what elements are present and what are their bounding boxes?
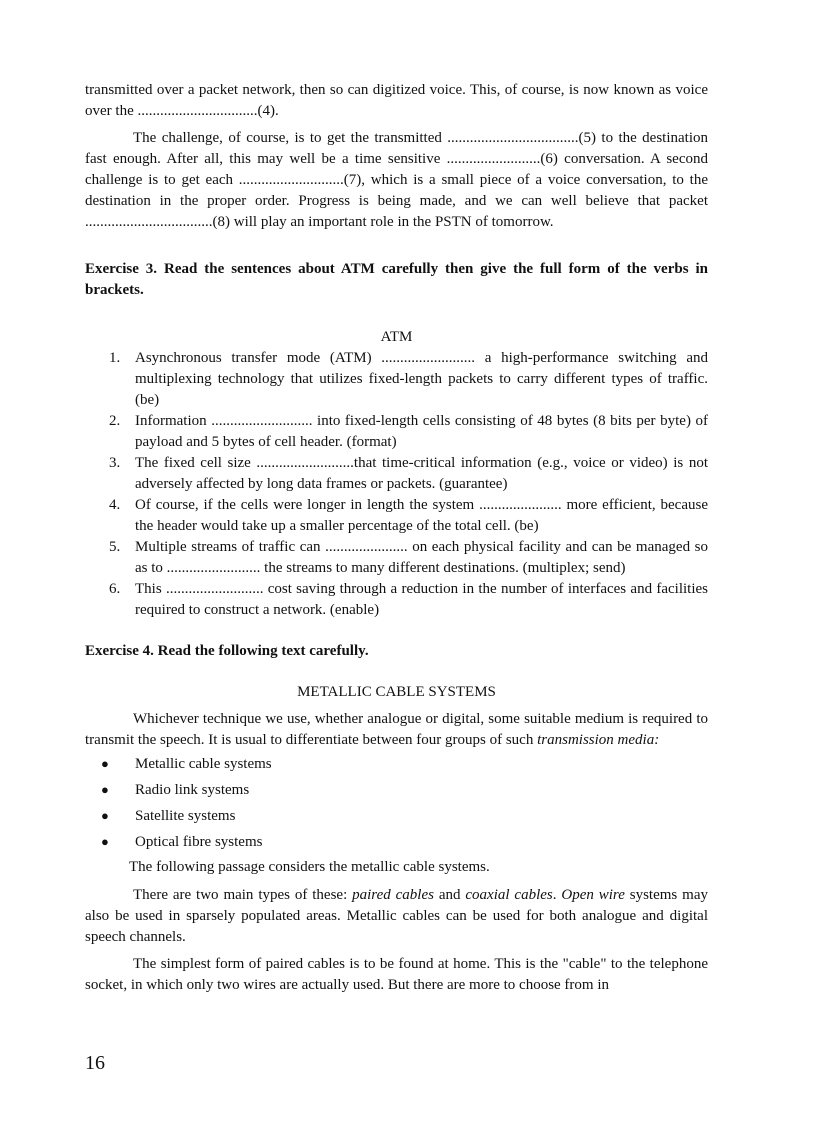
passage-intro: The following passage considers the metallic cable systems.	[129, 859, 490, 875]
list-item	[85, 495, 708, 537]
list-item-text: The fixed cell size ..........................that time-critical information (e.g., voice or video) is not adversely affected by long data frames or packets. (guarantee)	[135, 455, 708, 492]
list-item-text: Metallic cable systems	[135, 756, 272, 772]
atm-list	[85, 348, 708, 621]
text-run: and	[433, 887, 466, 903]
text-run: systems may also be used in sparsely populated areas. Metallic cables can be used for both analogue and digital speech channels.	[85, 887, 708, 945]
list-item-text: Radio link systems	[135, 782, 250, 798]
list-item	[85, 829, 708, 855]
list-item	[85, 348, 708, 411]
list-item	[85, 803, 708, 829]
list-item-text: Information ........................... into fixed-length cells consisting of 48 bytes (8 bits per byte) of payload and 5 bytes of cell header. (format)	[135, 413, 708, 450]
intro-text: Whichever technique we use, whether analogue or digital, some suitable medium is required to transmit the speech. It is usual to differentiate between four groups of such	[85, 711, 708, 748]
bullet-icon: ●	[101, 782, 109, 797]
bullet-icon: ●	[101, 834, 109, 849]
list-item-number: 5.	[109, 539, 121, 555]
list-item	[85, 537, 708, 579]
media-bullet-list	[85, 751, 708, 855]
term-open-wire: Open wire	[561, 887, 625, 903]
list-item	[85, 751, 708, 777]
bullet-icon: ●	[101, 756, 109, 771]
list-item-number: 6.	[109, 581, 121, 597]
text-run: .	[552, 887, 562, 903]
paragraph-transmission-media	[85, 709, 708, 751]
list-item-number: 1.	[109, 350, 121, 366]
paragraph-simplest-form: The simplest form of paired cables is to be found at home. This is the "cable" to the telephone socket, in which only two wires are actually used. But there are more to choose from in	[85, 956, 708, 993]
term-coaxial-cables: coaxial cables	[465, 887, 553, 903]
page-number: 16	[85, 1052, 105, 1074]
bullet-icon: ●	[101, 808, 109, 823]
paragraph-challenge: The challenge, of course, is to get the transmitted ...................................(5) to the destination fast enough. After all, this may well be a time sensitive .........................(6) conversation. A second challenge is to get each ............................(7), which is a small piece of a voice conversation, to the destination in the proper order. Progress is being made, and we can well believe that packet ..................................(8) will play an important role in the PSTN of tomorrow.	[85, 130, 708, 230]
list-item	[85, 777, 708, 803]
list-item-text: Optical fibre systems	[135, 834, 263, 850]
list-item-number: 2.	[109, 413, 121, 429]
paragraph-cable-types	[85, 885, 708, 948]
list-item-number: 4.	[109, 497, 121, 513]
term-paired-cables: paired cables	[352, 887, 434, 903]
exercise-3-heading: Exercise 3. Read the sentences about ATM carefully then give the full form of the verbs in brackets.	[85, 261, 708, 298]
document-page	[85, 80, 708, 996]
list-item-number: 3.	[109, 455, 121, 471]
list-item-text: Asynchronous transfer mode (ATM) ......................... a high-performance switching and multiplexing technology that utilizes fixed-length packets to carry different types of traffic. (be)	[135, 350, 708, 408]
list-item	[85, 411, 708, 453]
list-item	[85, 453, 708, 495]
list-item-text: This .......................... cost saving through a reduction in the number of interfaces and facilities required to construct a network. (enable)	[135, 581, 708, 618]
paragraph-voice-over: transmitted over a packet network, then so can digitized voice. This, of course, is now known as voice over the ................................(4).	[85, 82, 708, 119]
exercise-4-heading: Exercise 4. Read the following text carefully.	[85, 643, 369, 659]
list-item-text: Satellite systems	[135, 808, 236, 824]
intro-italic: transmission media:	[537, 732, 660, 748]
metallic-cable-title: METALLIC CABLE SYSTEMS	[297, 684, 496, 700]
list-item-text: Of course, if the cells were longer in length the system ...................... more efficient, because the header would take up a smaller percentage of the total cell. (be)	[135, 497, 708, 534]
atm-title: ATM	[380, 329, 413, 345]
text-run: There are two main types of these:	[133, 887, 353, 903]
list-item	[85, 579, 708, 621]
list-item-text: Multiple streams of traffic can ...................... on each physical facility and can be managed so as to ......................... the streams to many different destinations. (multiplex; send)	[135, 539, 708, 576]
